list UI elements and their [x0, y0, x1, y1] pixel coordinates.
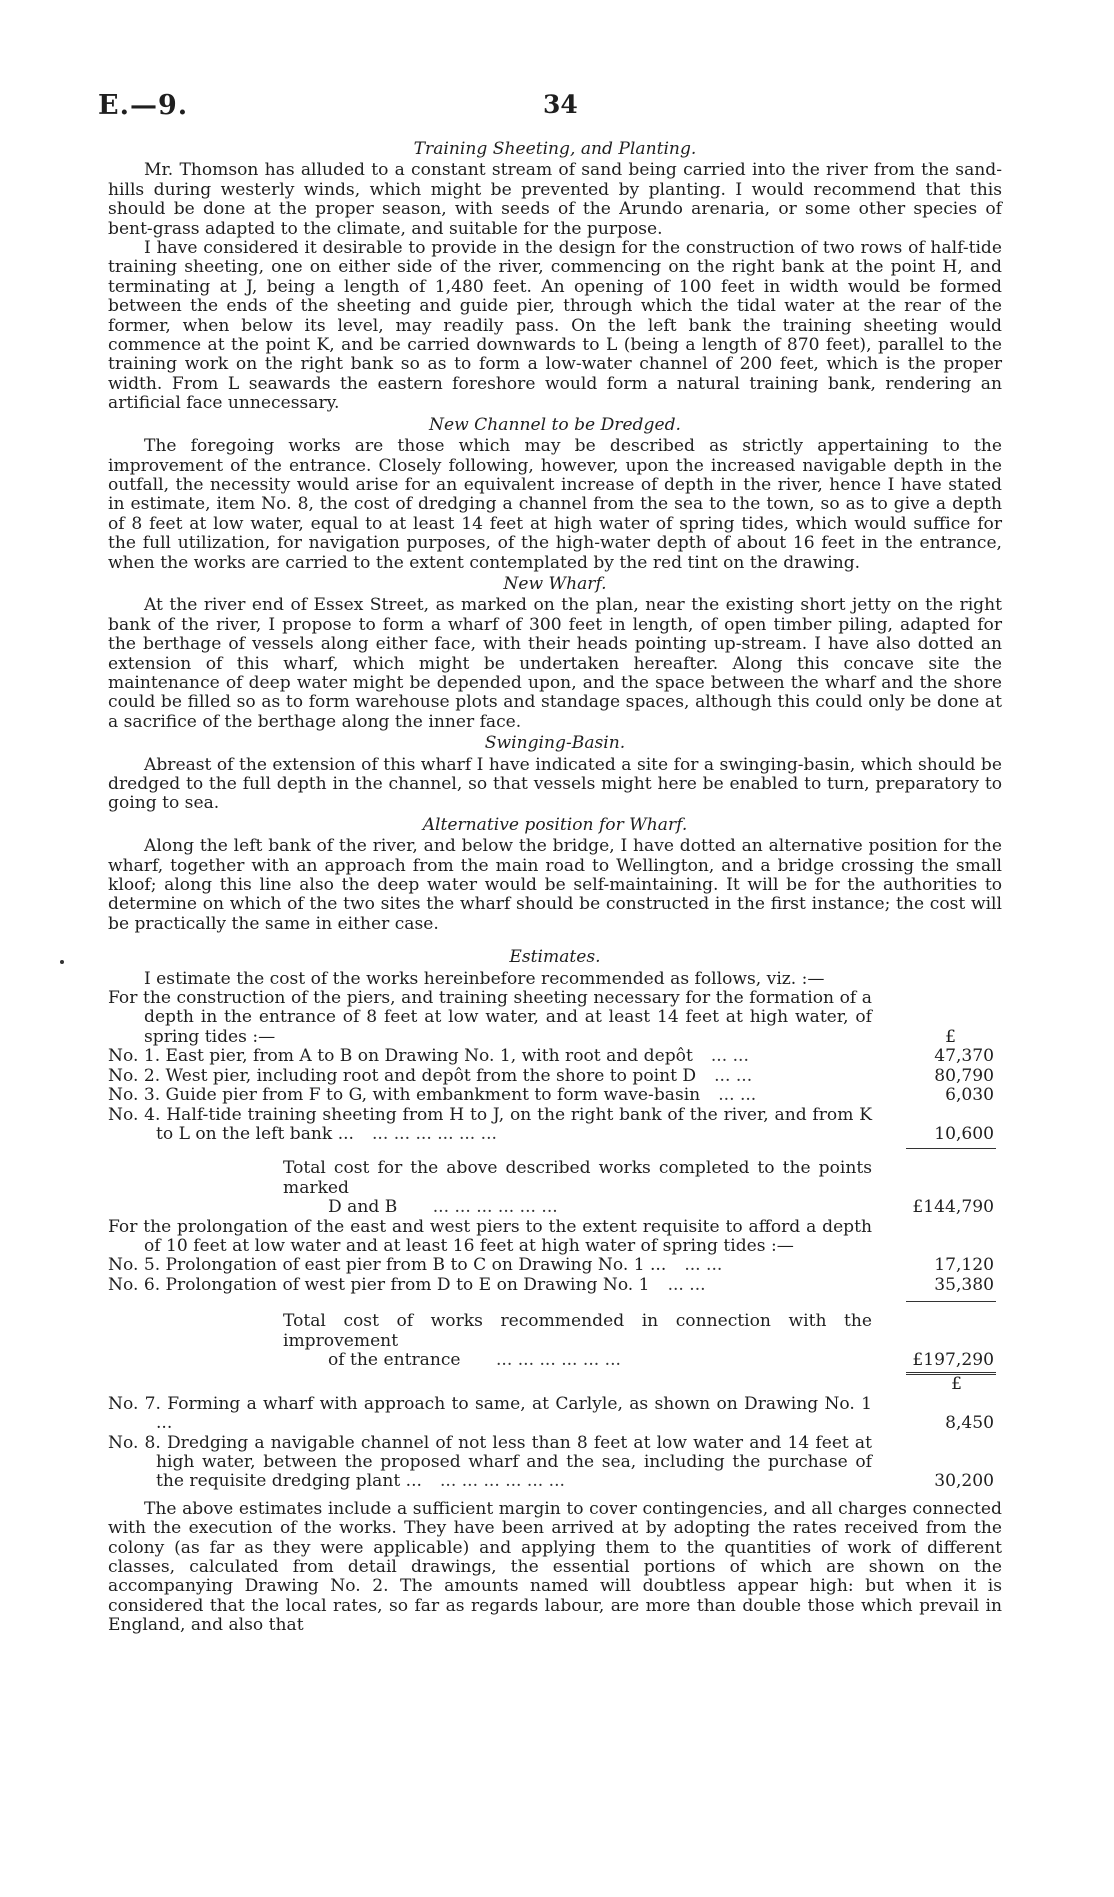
estimate-line-item: [108, 1276, 1002, 1295]
section-heading-channel: New Channel to be Dredged.: [429, 414, 681, 435]
item-description: No. 7. Forming a wharf with approach to same, at Carlyle, as shown on Drawing No. 1 ...: [108, 1393, 872, 1434]
section-heading-basin: Swinging-Basin.: [484, 733, 626, 754]
estimates-intro: I estimate the cost of the works hereinbefore recommended as follows, viz. :—: [144, 968, 825, 989]
section-heading-wharf: New Wharf.: [503, 573, 607, 594]
item-amount: 17,120: [934, 1255, 994, 1276]
item-amount: 80,790: [934, 1065, 994, 1086]
total-amount: £144,790: [912, 1197, 994, 1218]
currency-symbol: £: [951, 1374, 962, 1395]
estimate-total-2: Total cost of works recommended in connection with the improvement of the entrance ... ... ... ... ... ... £197,290: [283, 1311, 994, 1370]
leader-dots: ... ...: [714, 1065, 753, 1086]
item-description: No. 8. Dredging a navigable channel of not less than 8 feet at low water and 14 feet at high water, between the proposed wharf and the sea, including the purchase of the requisite dredging plant ...: [108, 1432, 872, 1492]
page-header: [98, 90, 1016, 130]
paragraph: Abreast of the extension of this wharf I have indicated a site for a swinging-basin, which should be dredged to the full depth in the channel, so that vessels might here be enabled to turn, preparatory to going to sea.: [108, 754, 1002, 814]
rule: [906, 1301, 996, 1302]
estimate-line-item: [108, 1086, 1002, 1105]
paragraph: Mr. Thomson has alluded to a constant stream of sand being carried into the river from the sand-hills during westerly winds, which might be prevented by planting. I would recommend that this should be done at the proper season, with seeds of the Arundo arenaria, or some other species of bent-grass adapted to the climate, and suitable for the purpose.: [108, 160, 1002, 239]
section-heading-training: Training Sheeting, and Planting.: [413, 139, 697, 159]
paragraph: I have considered it desirable to provide in the design for the construction of two rows of half-tide training sheeting, one on either side of the river, commencing on the right bank at the point H, and terminating at J, being a length of 1,480 feet. An opening of 100 feet in width would be formed between the ends of the sheeting and guide pier, through which the tidal water at the rear of the former, when below its level, may readily pass. On the left bank the training sheeting would commence at the point K, and be carried downwards to L (being a length of 870 feet), parallel to the training work on the right bank so as to form a low-water channel of 200 feet, which is the proper width. From L seawards the eastern foreshore would form a natural training bank, rendering an artificial face unnecessary.: [108, 238, 1002, 414]
estimate-total-1: Total cost for the above described works completed to the points marked D and B ... ... ... ... ... ... £144,790: [283, 1158, 994, 1218]
total-amount: £197,290: [912, 1349, 994, 1370]
item-amount: 47,370: [934, 1046, 994, 1067]
paragraph: The foregoing works are those which may be described as strictly appertaining to the improvement of the entrance. Closely following, however, upon the increased navigable depth in the outfall, the necessity would arise for an equivalent increase of depth in the river, hence I have stated in estimate, item No. 8, the cost of dredging a channel from the sea to the town, so as to give a depth of 8 feet at low water, equal to at least 14 feet at high water of spring tides, which would suffice for the full utilization, for navigation purposes, of the high-water depth of about 16 feet in the entrance, when the works are carried to the extent contemplated by the red tint on the drawing.: [108, 436, 1002, 573]
leader-dots: ... ...: [718, 1085, 757, 1106]
estimates-group-1: For the construction of the piers, and training sheeting necessary for the formation of a depth in the entrance of 8 feet at low water, and at least 14 feet at high water, of spring tides :— £: [108, 989, 1002, 1047]
leader-dots: ... ... ... ... ... ...: [372, 1123, 497, 1144]
estimate-line-item: [108, 1067, 1002, 1086]
currency-symbol: £: [945, 1026, 956, 1047]
estimates-group-2: For the prolongation of the east and west piers to the extent requisite to afford a depth of 10 feet at low water and at least 16 feet at high water of spring tides :—: [108, 1216, 872, 1256]
item-amount: 35,380: [934, 1274, 994, 1295]
item-description: No. 3. Guide pier from F to G, with embankment to form wave-basin: [108, 1085, 701, 1106]
item-amount: 8,450: [945, 1413, 994, 1434]
section-heading-alternative: Alternative position for Wharf.: [422, 814, 688, 835]
leader-dots: ... ...: [710, 1046, 749, 1067]
leader-dots: ... ... ... ... ... ...: [439, 1471, 565, 1492]
item-description: No. 2. West pier, including root and depôt from the shore to point D: [108, 1065, 697, 1086]
paragraph: At the river end of Essex Street, as marked on the plan, near the existing short jetty on the right bank of the river, I propose to form a wharf of 300 feet in length, of open timber piling, adapted for the berthage of vessels along either face, with their heads pointing up-stream. I have also dotted an extension of this wharf, which might be undertaken hereafter. Along this concave site the maintenance of deep water might be depended upon, and the space between the wharf and the shore could be filled so as to form warehouse plots and standage spaces, although this could only be done at a sacrifice of the berthage along the inner face.: [108, 595, 1002, 732]
section-heading-estimates: Estimates.: [509, 947, 601, 968]
item-description: No. 1. East pier, from A to B on Drawing No. 1, with root and depôt: [108, 1046, 693, 1067]
item-amount: 30,200: [934, 1471, 994, 1492]
paragraph: The above estimates include a sufficient margin to cover contingencies, and all charges connected with the execution of the works. They have been arrived at by adopting the rates received from the colony (as far as they were applicable) and applying them to the quantities of work of different classes, calculated from detail drawings, the essential portions of which are shown on the accompanying Drawing No. 2. The amounts named will doubtless appear high: but when it is considered that the local rates, so far as regards labour, are more than double those which prevail in England, and also that: [108, 1498, 1002, 1636]
estimate-line-item: [108, 1047, 1002, 1066]
estimate-items-3: [108, 1395, 1002, 1492]
item-description: No. 6. Prolongation of west pier from D to E on Drawing No. 1: [108, 1274, 650, 1295]
leader-dots: ... ...: [684, 1255, 723, 1276]
paragraph: Along the left bank of the river, and below the bridge, I have dotted an alternative position for the wharf, together with an approach from the main road to Wellington, and a bridge crossing the small kloof; along this line also the deep water would be self-maintaining. It will be for the authorities to determine on which of the two sites the wharf should be constructed in the first instance; the cost will be practically the same in either case.: [108, 836, 1002, 934]
estimate-line-item: [108, 1395, 1002, 1434]
page-mark: [60, 960, 64, 964]
estimate-line-item: [108, 1256, 1002, 1275]
page-number: 34: [543, 90, 578, 119]
estimate-items-2: [108, 1256, 1002, 1295]
item-description: No. 4. Half-tide training sheeting from H to J, on the right bank of the river, and from K to L on the left bank ...: [108, 1104, 872, 1144]
item-amount: 10,600: [934, 1123, 994, 1144]
estimate-line-item: [108, 1434, 1002, 1492]
item-amount: 6,030: [945, 1085, 994, 1106]
document-reference: E.—9.: [98, 90, 189, 121]
leader-dots: ... ...: [667, 1274, 706, 1295]
item-description: No. 5. Prolongation of east pier from B to C on Drawing No. 1 ...: [108, 1255, 667, 1276]
document-body: [108, 138, 1002, 1636]
rule: [906, 1148, 996, 1149]
estimate-items-1: [108, 1047, 1002, 1144]
estimate-line-item: [108, 1106, 1002, 1145]
